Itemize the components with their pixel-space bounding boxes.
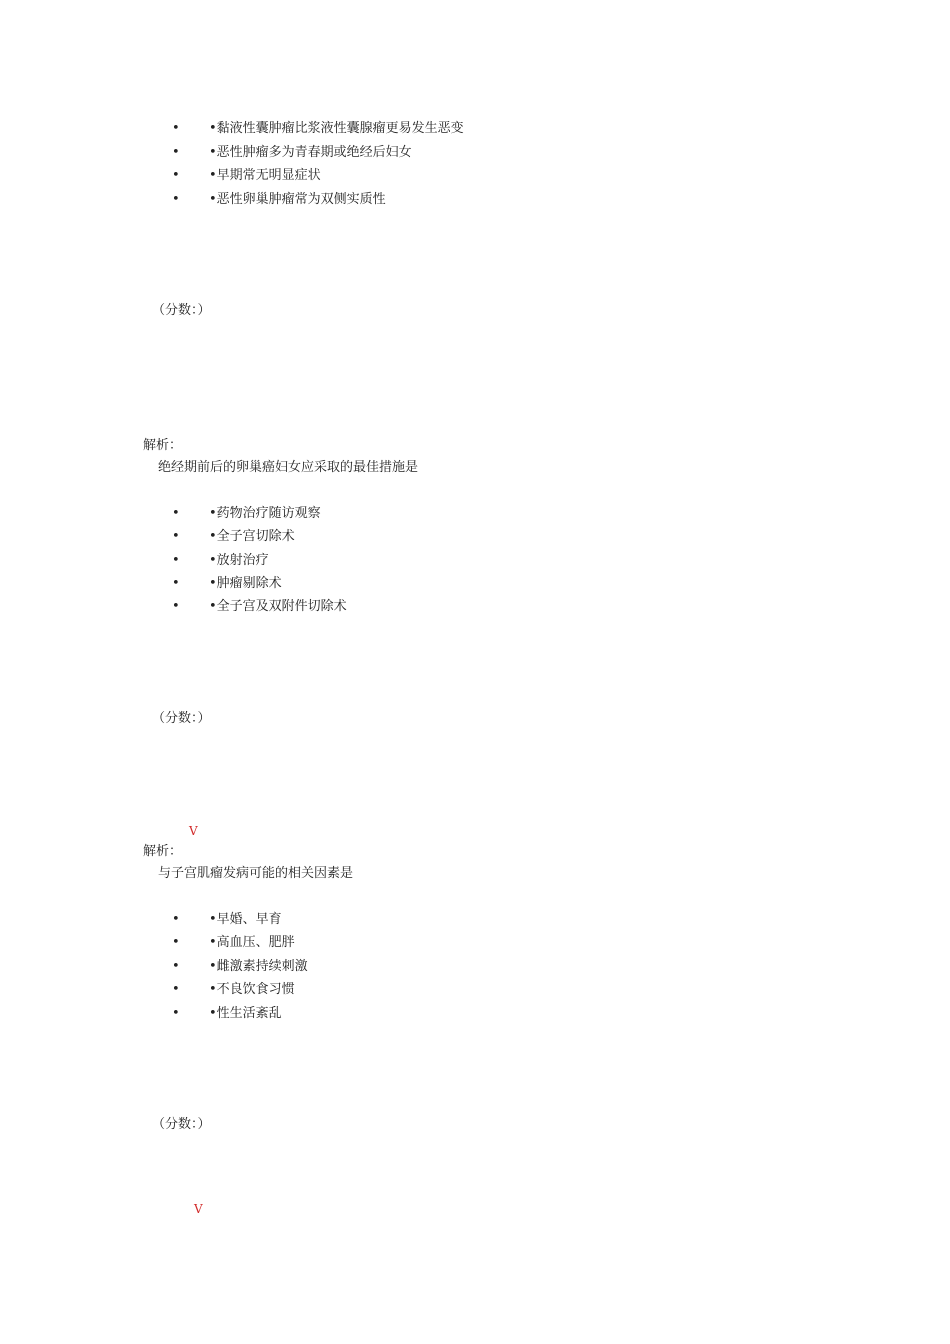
option-item[interactable]: •性生活紊乱 [209,1006,282,1021]
analysis-label: 解析： [143,438,183,453]
list-bullet: • [172,912,180,927]
option-item[interactable]: •全子宫及双附件切除术 [209,599,347,614]
score-label: （分数：） [152,1117,211,1132]
option-item[interactable]: •肿瘤剔除术 [209,576,282,591]
list-bullet: • [172,599,180,614]
list-bullet: • [172,1006,180,1021]
option-item[interactable]: •药物治疗随访观察 [209,506,321,521]
list-bullet: • [172,506,180,521]
option-item[interactable]: •放射治疗 [209,553,269,568]
list-bullet: • [172,935,180,950]
option-item[interactable]: •黏液性囊肿瘤比浆液性囊腺瘤更易发生恶变 [209,121,464,136]
option-item[interactable]: •全子宫切除术 [209,529,295,544]
option-item[interactable]: •雌激素持续刺激 [209,959,308,974]
list-bullet: • [172,959,180,974]
list-bullet: • [172,168,180,183]
list-bullet: • [172,192,180,207]
option-item[interactable]: •高血压、肥胖 [209,935,295,950]
analysis-label: 解析： [143,844,183,859]
list-bullet: • [172,982,180,997]
list-bullet: • [172,121,180,136]
score-label: （分数：） [152,711,211,726]
list-bullet: • [172,145,180,160]
option-item[interactable]: •早婚、早育 [209,912,282,927]
answer-mark: V [194,1202,203,1216]
question-text: 与子宫肌瘤发病可能的相关因素是 [158,866,354,881]
list-bullet: • [172,576,180,591]
list-bullet: • [172,553,180,568]
score-label: （分数：） [152,303,211,318]
option-item[interactable]: •不良饮食习惯 [209,982,295,997]
option-item[interactable]: •恶性肿瘤多为青春期或绝经后妇女 [209,145,412,160]
answer-mark: V [189,824,198,838]
question-text: 绝经期前后的卵巢癌妇女应采取的最佳措施是 [158,460,419,475]
option-item[interactable]: •恶性卵巢肿瘤常为双侧实质性 [209,192,386,207]
list-bullet: • [172,529,180,544]
option-item[interactable]: •早期常无明显症状 [209,168,321,183]
